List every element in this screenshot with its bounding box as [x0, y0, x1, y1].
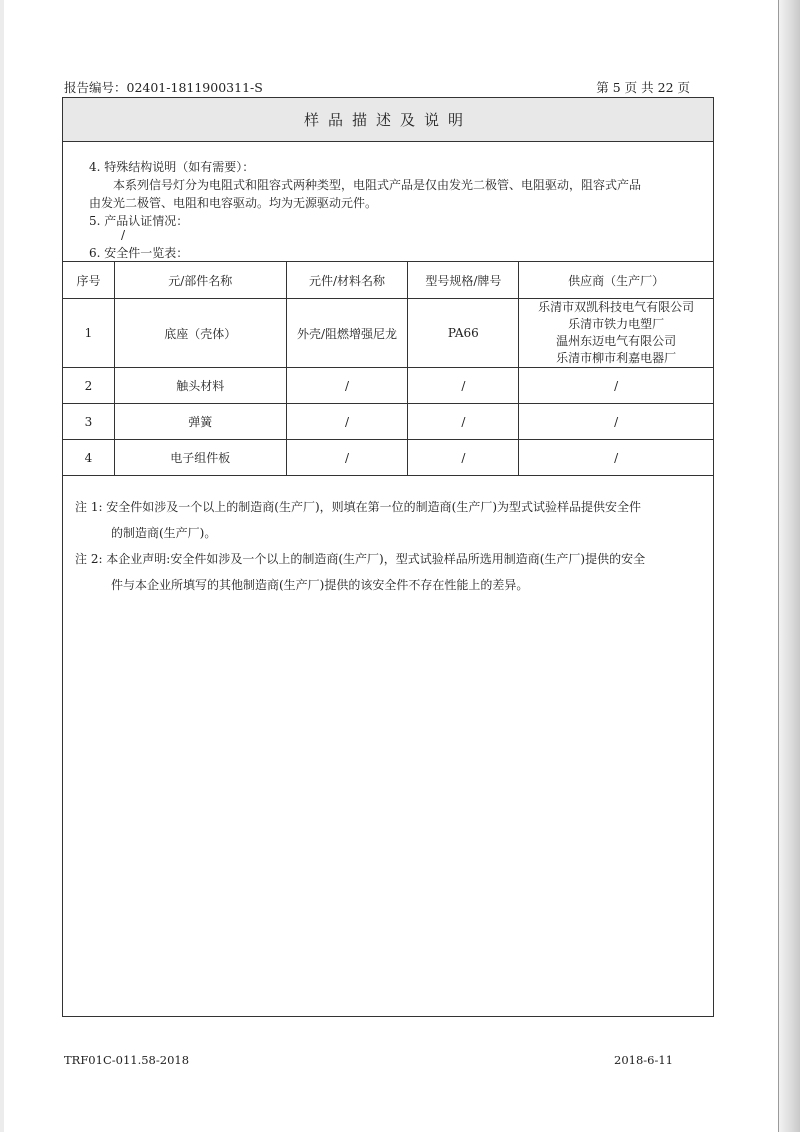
cell-no: 3	[63, 404, 115, 440]
item4-line1: 本系列信号灯分为电阻式和阻容式两种类型，电阻式产品是仅由发光二极管、电阻驱动，阻容式产品	[113, 178, 642, 192]
cell-no: 4	[63, 440, 115, 476]
table-row	[63, 404, 714, 440]
col-header-part: 元/部件名称	[114, 262, 286, 299]
cell-no: 2	[63, 368, 115, 404]
cell-supplier: /	[519, 368, 714, 404]
scan-edge-line	[778, 0, 779, 1132]
cell-material: /	[286, 440, 408, 476]
scan-right-edge	[778, 0, 800, 1132]
cell-part: 电子组件板	[114, 440, 286, 476]
supplier-3: 温州东迈电气有限公司	[556, 334, 677, 348]
table-row	[63, 440, 714, 476]
item4-line2: 由发光二极管、电阻和电容驱动。均为无源驱动元件。	[89, 196, 378, 210]
supplier-2: 乐清市铁力电塑厂	[568, 317, 665, 331]
note2-line1: 注 2: 本企业声明:安全件如涉及一个以上的制造商(生产厂)，型式试验样品所选用制造商(生产厂)提供的安全	[75, 552, 646, 566]
cell-supplier: /	[519, 440, 714, 476]
cell-no: 1	[63, 299, 115, 368]
col-header-model: 型号规格/牌号	[408, 262, 519, 299]
cell-supplier: /	[519, 404, 714, 440]
cell-material: /	[286, 368, 408, 404]
page-number: 第 5 页 共 22 页	[596, 80, 690, 95]
note1-line2: 的制造商(生产厂)。	[111, 526, 217, 540]
cell-suppliers	[519, 299, 714, 368]
col-header-material: 元件/材料名称	[286, 262, 408, 299]
report-frame	[62, 97, 714, 1017]
col-header-no: 序号	[63, 262, 115, 299]
supplier-1: 乐清市双凯科技电气有限公司	[538, 300, 695, 314]
form-date: 2018-6-11	[614, 1053, 673, 1067]
item5-value: /	[121, 228, 126, 242]
note1-line1: 注 1: 安全件如涉及一个以上的制造商(生产厂)，则填在第一位的制造商(生产厂)为型式试验样品提供安全件	[75, 500, 642, 514]
cell-part: 底座（壳体）	[114, 299, 286, 368]
item4-title: 4. 特殊结构说明（如有需要）：	[89, 160, 255, 174]
table-row	[63, 368, 714, 404]
form-number: TRF01C-011.58-2018	[64, 1053, 190, 1067]
cell-part: 弹簧	[114, 404, 286, 440]
item6-title: 6. 安全件一览表：	[89, 246, 189, 260]
cell-model: /	[408, 440, 519, 476]
supplier-4: 乐清市柳市利嘉电器厂	[556, 351, 677, 365]
cell-material: 外壳/阻燃增强尼龙	[286, 299, 408, 368]
safety-parts-table	[62, 261, 714, 476]
cell-model: /	[408, 404, 519, 440]
note2-line2: 件与本企业所填写的其他制造商(生产厂)提供的该安全件不存在性能上的差异。	[111, 578, 529, 592]
cell-model: /	[408, 368, 519, 404]
note-1	[75, 494, 705, 546]
col-header-supplier: 供应商（生产厂）	[519, 262, 714, 299]
table-row	[63, 299, 714, 368]
cell-material: /	[286, 404, 408, 440]
item5-title: 5. 产品认证情况：	[89, 214, 189, 228]
cell-model: PA66	[408, 299, 519, 368]
section-title: 样品描述及说明	[63, 98, 713, 142]
note-2	[75, 546, 705, 598]
cell-part: 触头材料	[114, 368, 286, 404]
scan-left-edge	[0, 0, 4, 1132]
table-header-row	[63, 262, 714, 299]
report-number: 报告编号：02401-1811900311-S	[64, 80, 263, 95]
